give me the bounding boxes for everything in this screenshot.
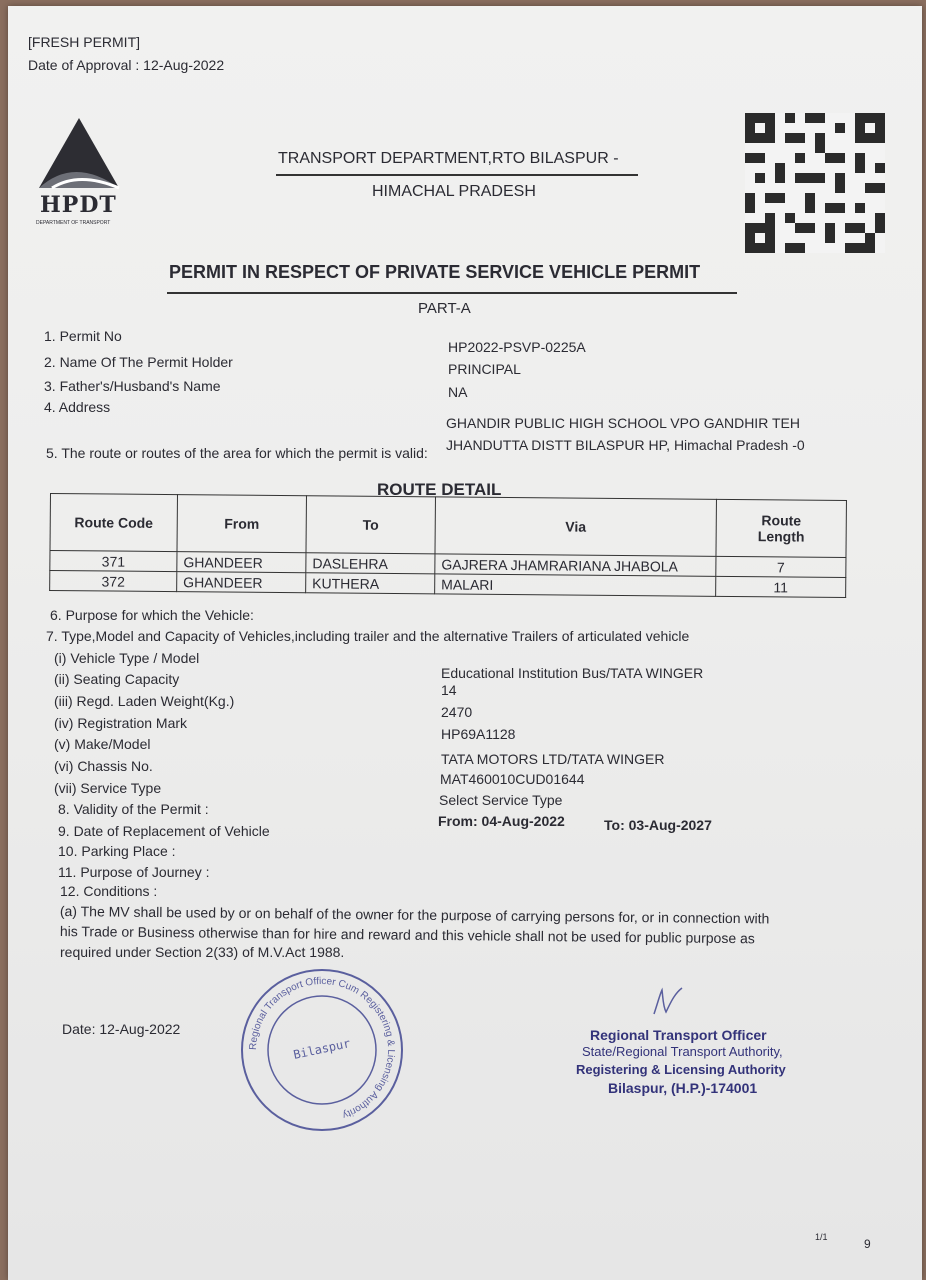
route-header-row xyxy=(50,494,846,558)
condition-line-2: his Trade or Business otherwise than for hire and reward and this vehicle shall not be used for public purpose as xyxy=(59,923,755,947)
vehicle-type-label: (i) Vehicle Type / Model xyxy=(54,650,200,666)
signatory-authority: State/Regional Transport Authority, xyxy=(582,1044,783,1059)
permit-no-value: HP2022-PSVP-0225A xyxy=(448,339,586,355)
registration-mark-value: HP69A1128 xyxy=(441,726,516,742)
purpose-journey-label: 11. Purpose of Journey : xyxy=(58,864,210,880)
state-name: HIMACHAL PRADESH xyxy=(372,183,536,200)
department-name: TRANSPORT DEPARTMENT,RTO BILASPUR - xyxy=(278,150,619,167)
validity-from: From: 04-Aug-2022 xyxy=(438,813,565,829)
vehicle-type-value: Educational Institution Bus/TATA WINGER xyxy=(441,665,704,681)
seating-capacity-label: (ii) Seating Capacity xyxy=(54,671,180,687)
from-cell: GHANDEER xyxy=(177,572,306,593)
route-code-cell: 371 xyxy=(50,551,177,572)
official-stamp xyxy=(232,960,412,1140)
route-detail-table xyxy=(49,493,847,598)
registration-mark-label: (iv) Registration Mark xyxy=(54,715,188,731)
edge-mark: 9 xyxy=(864,1237,871,1251)
route-code-cell: 372 xyxy=(50,571,177,592)
condition-line-3: required under Section 2(33) of M.V.Act 1988. xyxy=(60,944,345,960)
via-header: Via xyxy=(435,497,716,556)
handwritten-signature-icon xyxy=(648,984,688,1018)
route-validity-label: 5. The route or routes of the area for which the permit is valid: xyxy=(46,445,428,461)
condition-line-1: (a) The MV shall be used by or on behalf of the owner for the purpose of carrying persons for, or in connection with xyxy=(59,903,770,927)
permit-title: PERMIT IN RESPECT OF PRIVATE SERVICE VEHICLE PERMIT xyxy=(169,262,701,282)
route-length-cell: 7 xyxy=(716,556,846,577)
to-cell: KUTHERA xyxy=(306,573,435,594)
purpose-label: 6. Purpose for which the Vehicle: xyxy=(50,607,254,623)
father-name-value: NA xyxy=(448,384,468,400)
signatory-address: Bilaspur, (H.P.)-174001 xyxy=(608,1080,758,1096)
permit-holder-value: PRINCIPAL xyxy=(448,361,521,377)
stamp-center-text: Bilaspur xyxy=(292,1036,352,1062)
route-length-header-line2: Length xyxy=(757,528,805,545)
route-length-header-line1: Route xyxy=(761,512,802,529)
via-cell: MALARI xyxy=(435,574,716,596)
title-underline xyxy=(167,292,737,294)
replacement-date-label: 9. Date of Replacement of Vehicle xyxy=(58,823,270,839)
route-length-header xyxy=(716,499,846,557)
service-type-label: (vii) Service Type xyxy=(54,780,162,796)
address-line-2: JHANDUTTA DISTT BILASPUR HP, Himachal Pradesh -0 xyxy=(446,437,805,453)
address-label: 4. Address xyxy=(44,399,111,415)
laden-weight-value: 2470 xyxy=(441,704,473,720)
stamp-ring-text: Regional Transport Officer Cum Registering & Licensing Authority xyxy=(247,975,397,1121)
logo-text: HPDT xyxy=(40,192,117,218)
via-cell: GAJRERA JHAMRARIANA JHABOLA xyxy=(435,554,716,576)
to-cell: DASLEHRA xyxy=(306,553,435,574)
header-divider xyxy=(276,174,638,176)
issue-date: Date: 12-Aug-2022 xyxy=(62,1021,181,1037)
permit-holder-label: 2. Name Of The Permit Holder xyxy=(44,354,233,370)
to-header: To xyxy=(306,496,435,554)
parking-place-label: 10. Parking Place : xyxy=(58,843,176,859)
hpdt-logo xyxy=(34,116,124,226)
from-header: From xyxy=(177,495,306,553)
logo-subtext: DEPARTMENT OF TRANSPORT xyxy=(36,220,111,226)
permit-tag: [FRESH PERMIT] xyxy=(28,34,141,50)
qr-code-icon xyxy=(745,110,885,256)
laden-weight-label: (iii) Regd. Laden Weight(Kg.) xyxy=(54,693,235,709)
father-name-label: 3. Father's/Husband's Name xyxy=(44,378,221,394)
page-number: 1/1 xyxy=(815,1232,828,1242)
validity-label: 8. Validity of the Permit : xyxy=(58,801,209,817)
chassis-no-value: MAT460010CUD01644 xyxy=(440,771,585,787)
part-label: PART-A xyxy=(418,300,471,317)
from-cell: GHANDEER xyxy=(177,552,306,573)
address-line-1: GHANDIR PUBLIC HIGH SCHOOL VPO GANDHIR TEH xyxy=(446,415,800,431)
route-length-cell: 11 xyxy=(716,576,846,597)
vehicle-type-section-label: 7. Type,Model and Capacity of Vehicles,including trailer and the alternative Trailers of articulated vehicle xyxy=(46,628,690,644)
signatory-licensing: Registering & Licensing Authority xyxy=(576,1062,786,1077)
conditions-label: 12. Conditions : xyxy=(60,883,158,899)
signatory-title: Regional Transport Officer xyxy=(590,1027,767,1043)
seating-capacity-value: 14 xyxy=(441,682,457,698)
validity-to: To: 03-Aug-2027 xyxy=(604,817,712,833)
route-code-header: Route Code xyxy=(50,494,177,552)
service-type-value: Select Service Type xyxy=(439,792,563,808)
chassis-no-label: (vi) Chassis No. xyxy=(54,758,153,774)
make-model-value: TATA MOTORS LTD/TATA WINGER xyxy=(441,751,665,767)
route-detail-heading: ROUTE DETAIL xyxy=(377,480,502,499)
permit-no-label: 1. Permit No xyxy=(44,328,122,344)
make-model-label: (v) Make/Model xyxy=(54,736,151,752)
mountain-logo-icon xyxy=(34,116,124,191)
date-of-approval: Date of Approval : 12-Aug-2022 xyxy=(28,57,225,73)
